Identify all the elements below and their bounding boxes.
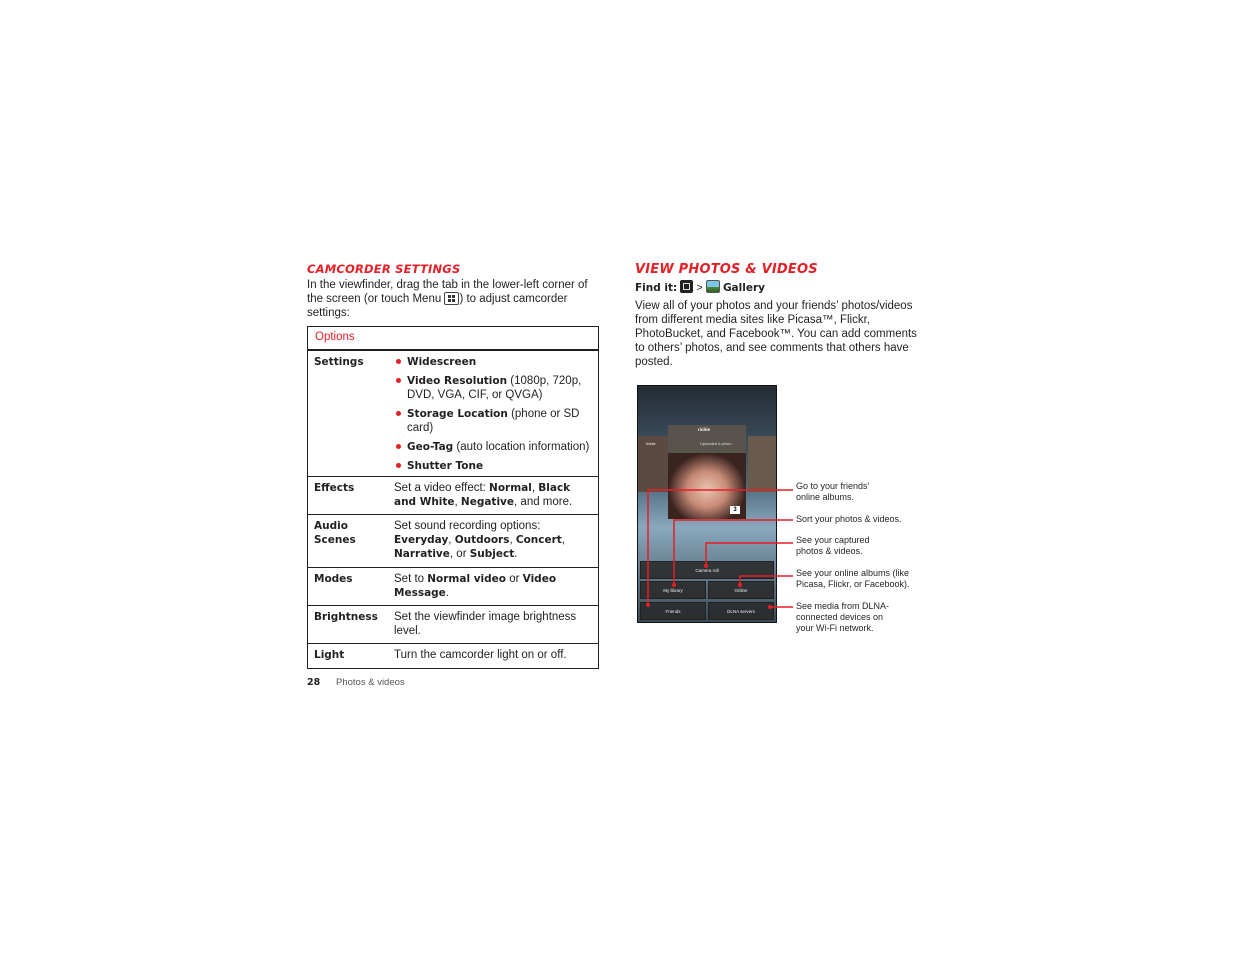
callout-dlna: See media from DLNA- connected devices on your Wi-Fi network. [796, 601, 890, 633]
page-number: 28 [307, 677, 321, 688]
callout-captured: See your captured photos & videos. [796, 535, 870, 556]
gallery-icon [706, 280, 720, 293]
table-row-modes [308, 568, 598, 606]
callout-friends: Go to your friends’ online albums. [796, 481, 870, 502]
row-label: Settings [314, 356, 364, 368]
dlna-servers-button[interactable]: DLNA servers [708, 602, 774, 620]
my-library-button[interactable]: My library [640, 581, 706, 599]
row-label: Light [314, 649, 345, 661]
intro-line-2b: ) to adjust camcorder [459, 293, 568, 305]
view-photos-body: View all of your photos and your friends’ photos/videos from different media sites like Picasa™, Flickr, PhotoBucket, and Facebook™. You can add comments to others’ photos, and see comments that others have posted. [635, 300, 917, 368]
right-thumbnail [748, 436, 777, 492]
row-value: Set sound recording options: Everyday, Outdoors, Concert, Narrative, or Subject. [394, 520, 566, 560]
find-it-label: Find it: [635, 282, 678, 294]
section-name: Photos & videos [336, 677, 405, 688]
table-row-effects [308, 477, 598, 515]
table-row-brightness [308, 606, 598, 644]
row-value: Turn the camcorder light on or off. [394, 649, 567, 661]
online-button[interactable]: Online [708, 581, 774, 599]
apps-icon [680, 280, 693, 293]
feed-status: Uploaded a photo [700, 441, 732, 446]
list-item: Video Resolution (1080p, 720p, DVD, VGA, CIF, or QVGA) [394, 374, 592, 402]
friends-button[interactable]: Friends [640, 602, 706, 620]
callout-sort: Sort your photos & videos. [796, 514, 902, 524]
camcorder-settings-heading: CAMCORDER SETTINGS [307, 262, 461, 276]
row-value: Set a video effect: Normal, Black and White, Negative, and more. [394, 482, 573, 508]
intro-line-2a: the screen (or touch Menu [307, 293, 442, 305]
camera-roll-button[interactable]: Camera roll [640, 561, 774, 579]
callout-online: See your online albums (like Picasa, Flickr, or Facebook). [796, 568, 910, 589]
row-value: Set the viewfinder image brightness level. [394, 611, 577, 637]
row-label: Audio Scenes [314, 520, 356, 546]
row-value [394, 351, 598, 476]
table-row-audio-scenes [308, 515, 598, 568]
intro-line-1: In the viewfinder, drag the tab in the lower-left corner of [307, 279, 588, 291]
row-label: Brightness [314, 611, 378, 623]
list-item: Widescreen [394, 355, 592, 369]
row-label: Modes [314, 573, 353, 585]
gallery-screenshot [637, 385, 777, 623]
find-it-target: Gallery [722, 282, 765, 294]
comment-count-badge: 3 [730, 506, 740, 514]
list-item: Geo-Tag (auto location information) [394, 440, 592, 454]
list-item: Shutter Tone [394, 459, 592, 473]
menu-icon [444, 292, 459, 305]
intro-line-3: settings: [307, 307, 350, 319]
list-item: Storage Location (phone or SD card) [394, 407, 592, 435]
camcorder-intro [307, 278, 607, 320]
left-feed-name: richie [646, 441, 656, 446]
camcorder-options-table [307, 326, 599, 669]
find-it-separator: > [696, 282, 703, 294]
feed-name: richie [698, 427, 711, 432]
view-photos-heading: VIEW PHOTOS & VIDEOS [635, 262, 818, 277]
find-it-line [635, 280, 765, 294]
table-row-light [308, 644, 598, 668]
row-value: Set to Normal video or Video Message. [394, 573, 557, 599]
row-label: Effects [314, 482, 355, 494]
table-row-settings [308, 351, 598, 477]
table-header: Options [308, 327, 598, 351]
